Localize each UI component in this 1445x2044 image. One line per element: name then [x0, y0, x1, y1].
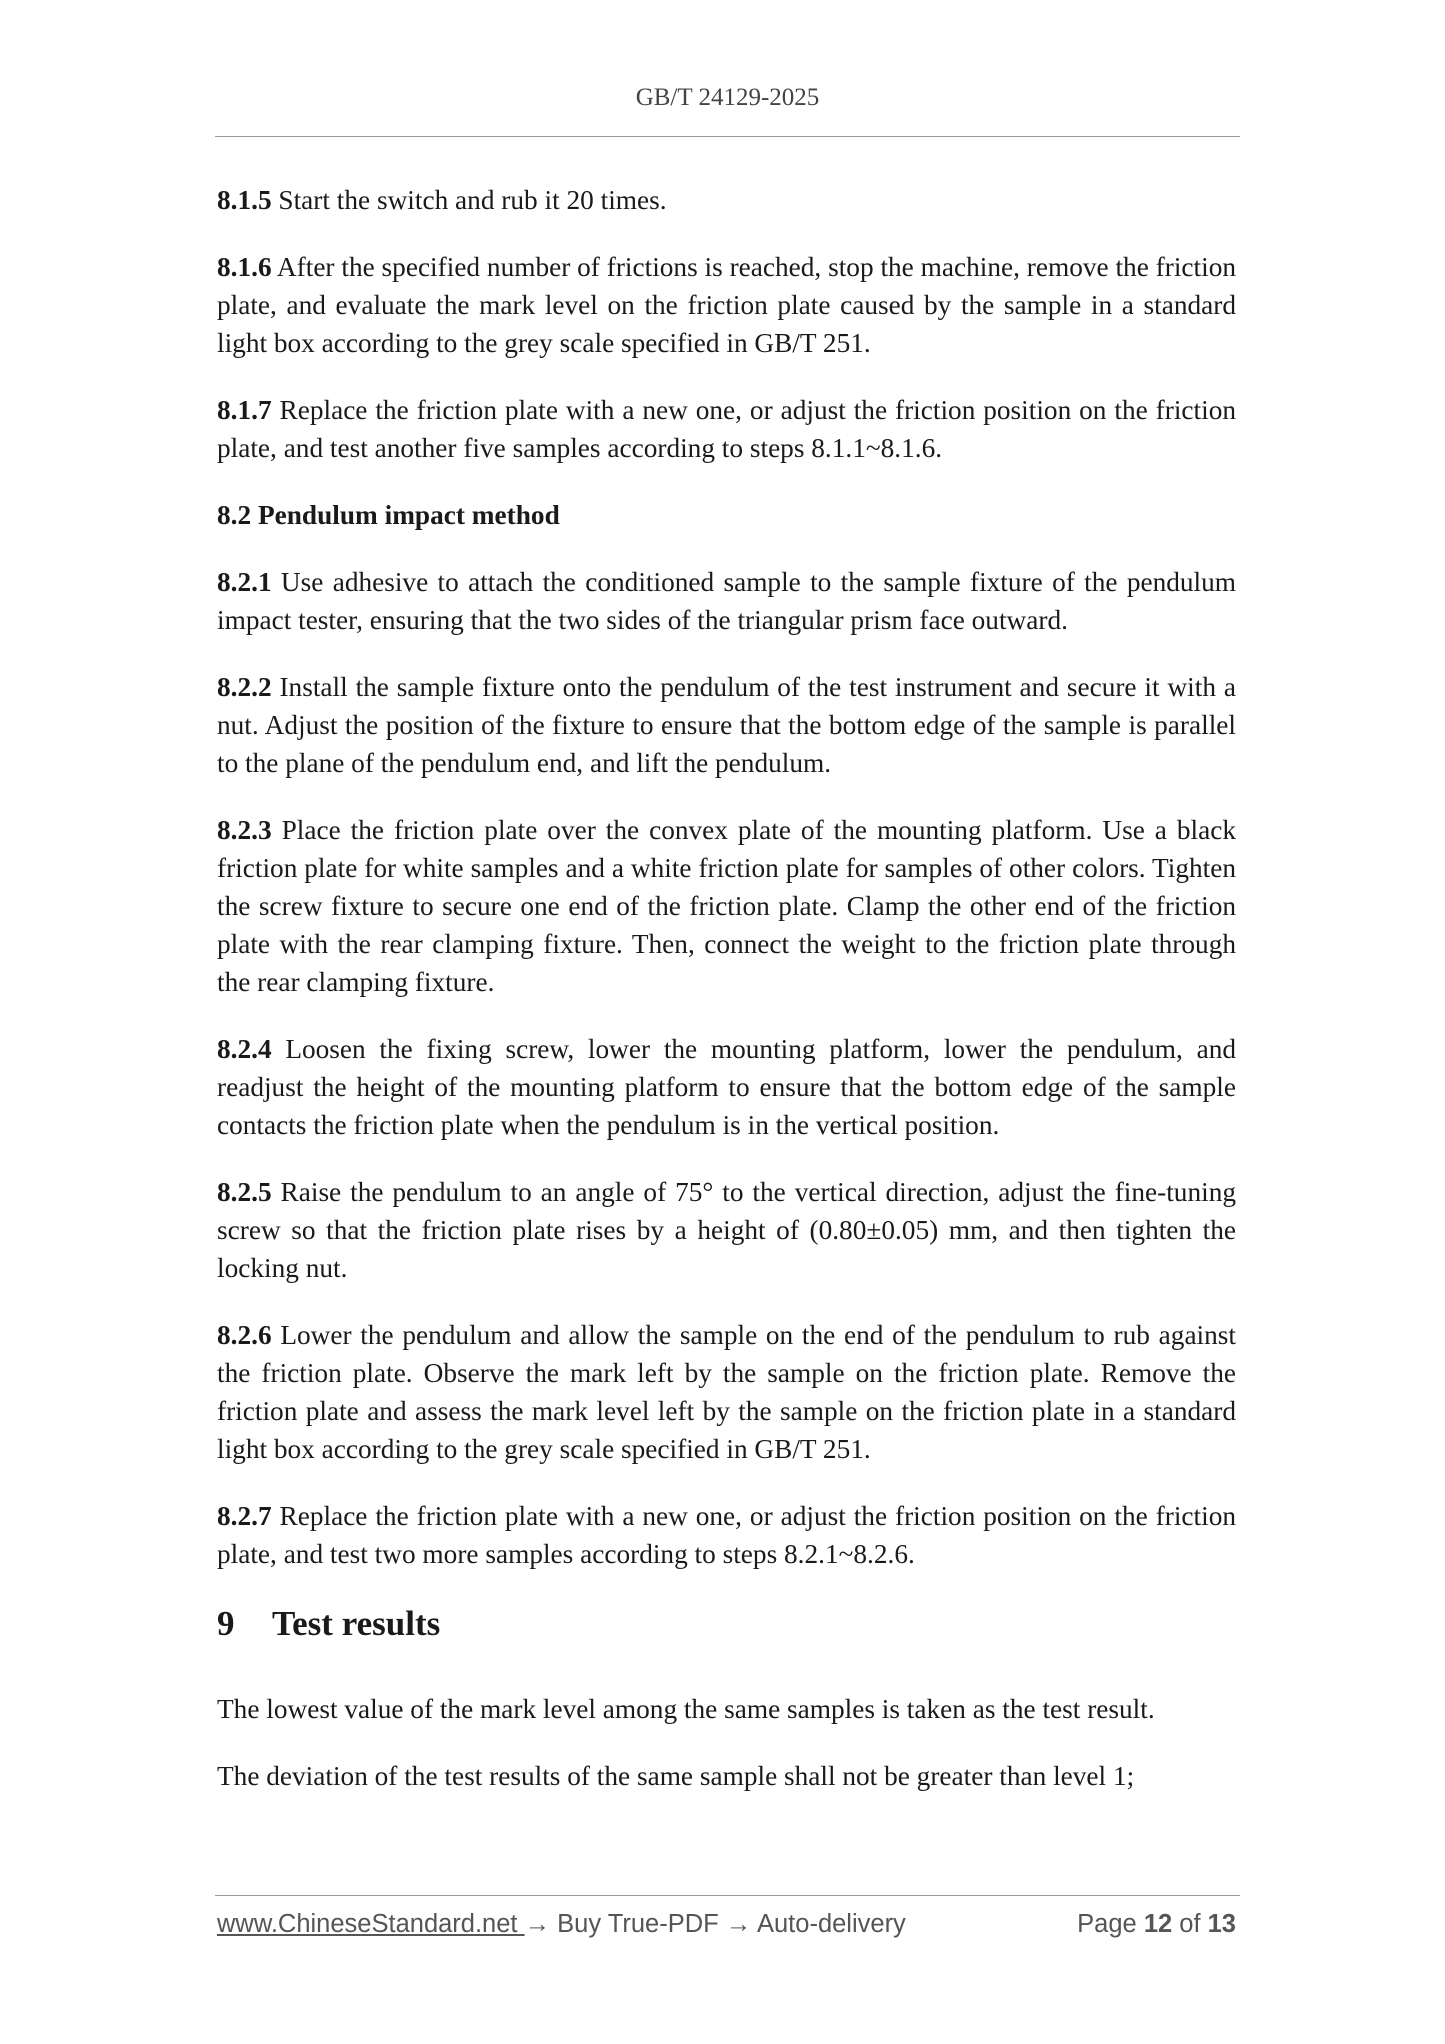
- clause-8-1-5: [217, 181, 1236, 219]
- clause-text: Raise the pendulum to an angle of 75° to the vertical direction, adjust the fine-tuning screw so that the friction plate rises by a height of (0.80±0.05) mm, and then tighten the locking nut.: [217, 1177, 1236, 1283]
- clause-number: 8.1.7: [217, 395, 272, 425]
- clause-8-2-2: [217, 668, 1236, 782]
- result-paragraph: The deviation of the test results of the same sample shall not be greater than level 1;: [217, 1761, 1135, 1791]
- clause-number: 8.2.4: [217, 1034, 272, 1064]
- clause-text: Replace the friction plate with a new one, or adjust the friction position on the friction plate, and test another five samples according to steps 8.1.1~8.1.6.: [217, 395, 1236, 463]
- clause-text: Install the sample fixture onto the pendulum of the test instrument and secure it with a nut. Adjust the position of the fixture to ensure that the bottom edge of the sample is parallel to the plane of the pendulum end, and lift the pendulum.: [217, 672, 1236, 778]
- current-page: 12: [1143, 1910, 1173, 1938]
- page-label: Page: [1077, 1910, 1144, 1938]
- document-body: [217, 181, 1236, 1824]
- arrow-right-icon: →: [524, 1910, 551, 1938]
- clause-number: 8.2.2: [217, 672, 272, 702]
- result-paragraph: The lowest value of the mark level among the same samples is taken as the test result.: [217, 1694, 1155, 1724]
- section-title-text: Test results: [272, 1604, 441, 1643]
- header-divider: [215, 136, 1240, 137]
- clause-8-2-1: [217, 563, 1236, 639]
- clause-number: 8.2.5: [217, 1177, 272, 1207]
- subsection-heading: 8.2 Pendulum impact method: [217, 500, 560, 530]
- clause-number: 8.1.5: [217, 185, 272, 215]
- clause-8-2-5: [217, 1173, 1236, 1287]
- clause-8-1-7: [217, 391, 1236, 467]
- website-link[interactable]: www.ChineseStandard.net: [217, 1910, 525, 1938]
- buy-text: Buy True-PDF: [550, 1910, 726, 1938]
- clause-8-2-4: [217, 1030, 1236, 1144]
- footer-divider: [215, 1895, 1240, 1896]
- clause-number: 8.2.1: [217, 567, 272, 597]
- clause-number: 8.2.7: [217, 1501, 272, 1531]
- clause-number: 8.2.6: [217, 1320, 272, 1350]
- clause-text: After the specified number of frictions is reached, stop the machine, remove the friction plate, and evaluate the mark level on the friction plate caused by the sample in a standard light box according to the grey scale specified in GB/T 251.: [217, 252, 1236, 358]
- footer-promo: [217, 1910, 906, 1939]
- clause-text: Place the friction plate over the convex plate of the mounting platform. Use a black friction plate for white samples and a white friction plate for samples of other colors. Tighten the screw fixture to secure one end of the friction plate. Clamp the other end of the friction plate with the rear clamping fixture. Then, connect the weight to the friction plate through the rear clamping fixture.: [217, 815, 1236, 997]
- page-header: GB/T 24129-2025: [635, 84, 820, 111]
- clause-number: 8.2.3: [217, 815, 272, 845]
- section-heading: [217, 1602, 1236, 1646]
- page-number: [1077, 1910, 1236, 1939]
- arrow-right-icon: →: [725, 1910, 752, 1938]
- clause-8-2-6: [217, 1316, 1236, 1468]
- clause-text: Replace the friction plate with a new one, or adjust the friction position on the friction plate, and test two more samples according to steps 8.2.1~8.2.6.: [217, 1501, 1236, 1569]
- clause-text: Loosen the fixing screw, lower the mounting platform, lower the pendulum, and readjust the height of the mounting platform to ensure that the bottom edge of the sample contacts the friction plate when the pendulum is in the vertical position.: [217, 1034, 1236, 1140]
- delivery-text: Auto-delivery: [751, 1910, 906, 1938]
- clause-text: Start the switch and rub it 20 times.: [271, 185, 667, 215]
- total-pages: 13: [1207, 1910, 1236, 1938]
- clause-text: Use adhesive to attach the conditioned sample to the sample fixture of the pendulum impact tester, ensuring that the two sides of the triangular prism face outward.: [217, 567, 1236, 635]
- clause-8-1-6: [217, 248, 1236, 362]
- clause-8-2-3: [217, 811, 1236, 1001]
- clause-number: 8.1.6: [217, 252, 272, 282]
- clause-8-2-7: [217, 1497, 1236, 1573]
- of-label: of: [1172, 1910, 1208, 1938]
- clause-text: Lower the pendulum and allow the sample on the end of the pendulum to rub against the friction plate. Observe the mark left by the sample on the friction plate. Remove the friction plate and assess the mark level left by the sample on the friction plate in a standard light box according to the grey scale specified in GB/T 251.: [217, 1320, 1236, 1464]
- section-number: 9: [217, 1604, 235, 1643]
